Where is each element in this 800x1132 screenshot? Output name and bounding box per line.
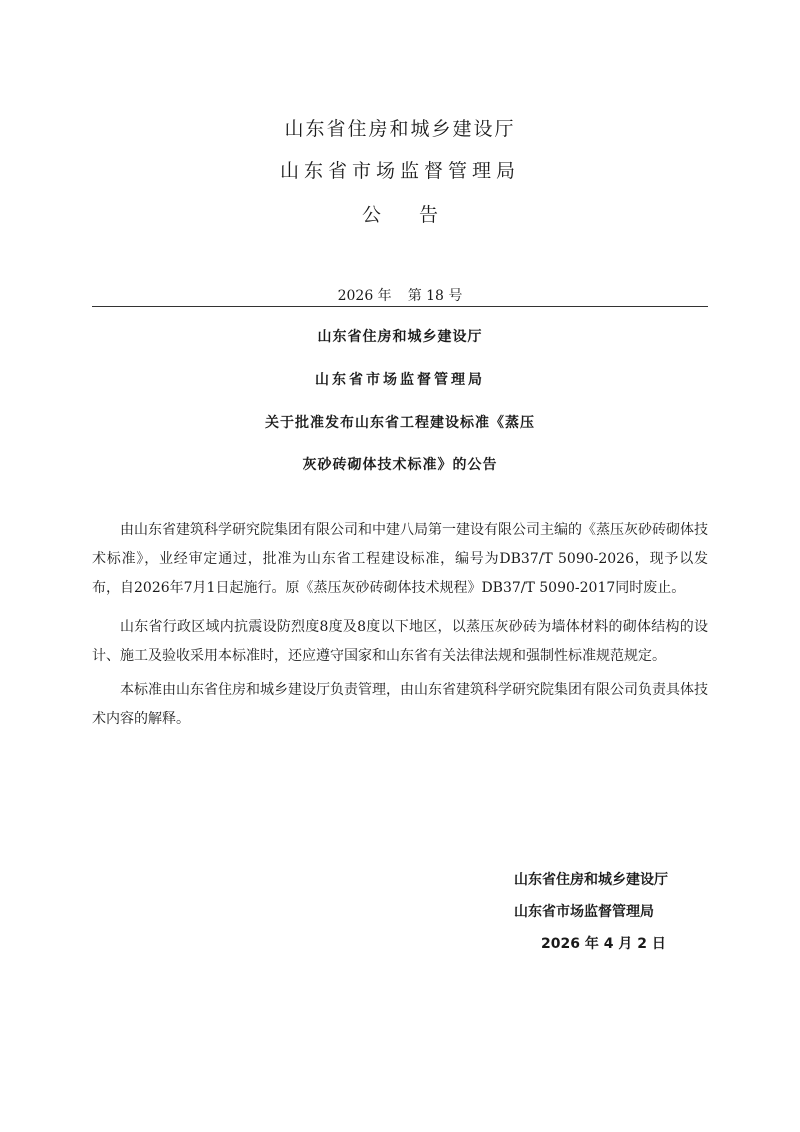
title-line-1: 山东省住房和城乡建设厅: [317, 329, 483, 345]
title-line-3: 关于批准发布山东省工程建设标准《蒸压: [265, 415, 535, 431]
body-paragraph-3: 本标准由山东省住房和城乡建设厅负责管理，由山东省建筑科学研究院集团有限公司负责具体技术内容的解释。: [92, 682, 708, 727]
issuer-header-2: 山东省市场监督管理局: [279, 160, 520, 182]
document-type-part2: 告: [419, 204, 439, 226]
document-number: [0, 285, 800, 305]
document-type: [0, 200, 800, 227]
title-line-4: 灰砂砖砌体技术标准》的公告: [302, 457, 498, 473]
signature-org-1: 山东省住房和城乡建设厅: [514, 872, 668, 888]
body-paragraph-2: 山东省行政区域内抗震设防烈度8度及8度以下地区，以蒸压灰砂砖为墙体材料的砌体结构的设计、施工及验收采用本标准时，还应遵守国家和山东省有关法律法规和强制性标准规范规定。: [92, 619, 708, 664]
document-type-part1: 公: [361, 204, 381, 226]
header-divider: [92, 306, 708, 307]
document-year: 2026 年: [337, 288, 392, 304]
signature-org-2: 山东省市场监督管理局: [514, 904, 654, 920]
title-line-2: 山东省市场监督管理局: [315, 372, 485, 388]
signature-date: 2026 年 4 月 2 日: [541, 936, 666, 952]
body-paragraph-1: 由山东省建筑科学研究院集团有限公司和中建八局第一建设有限公司主编的《蒸压灰砂砖砌体技术标准》，业经审定通过，批准为山东省工程建设标准，编号为DB37/T 5090-2026，现予以发布，自2026年7月1日起施行。原《蒸压灰砂砖砌体技术规程》DB37/T 5090-2017同时废止。: [92, 522, 708, 596]
issuer-header-1: 山东省住房和城乡建设厅: [284, 118, 516, 140]
document-serial: 第 18 号: [407, 288, 463, 304]
